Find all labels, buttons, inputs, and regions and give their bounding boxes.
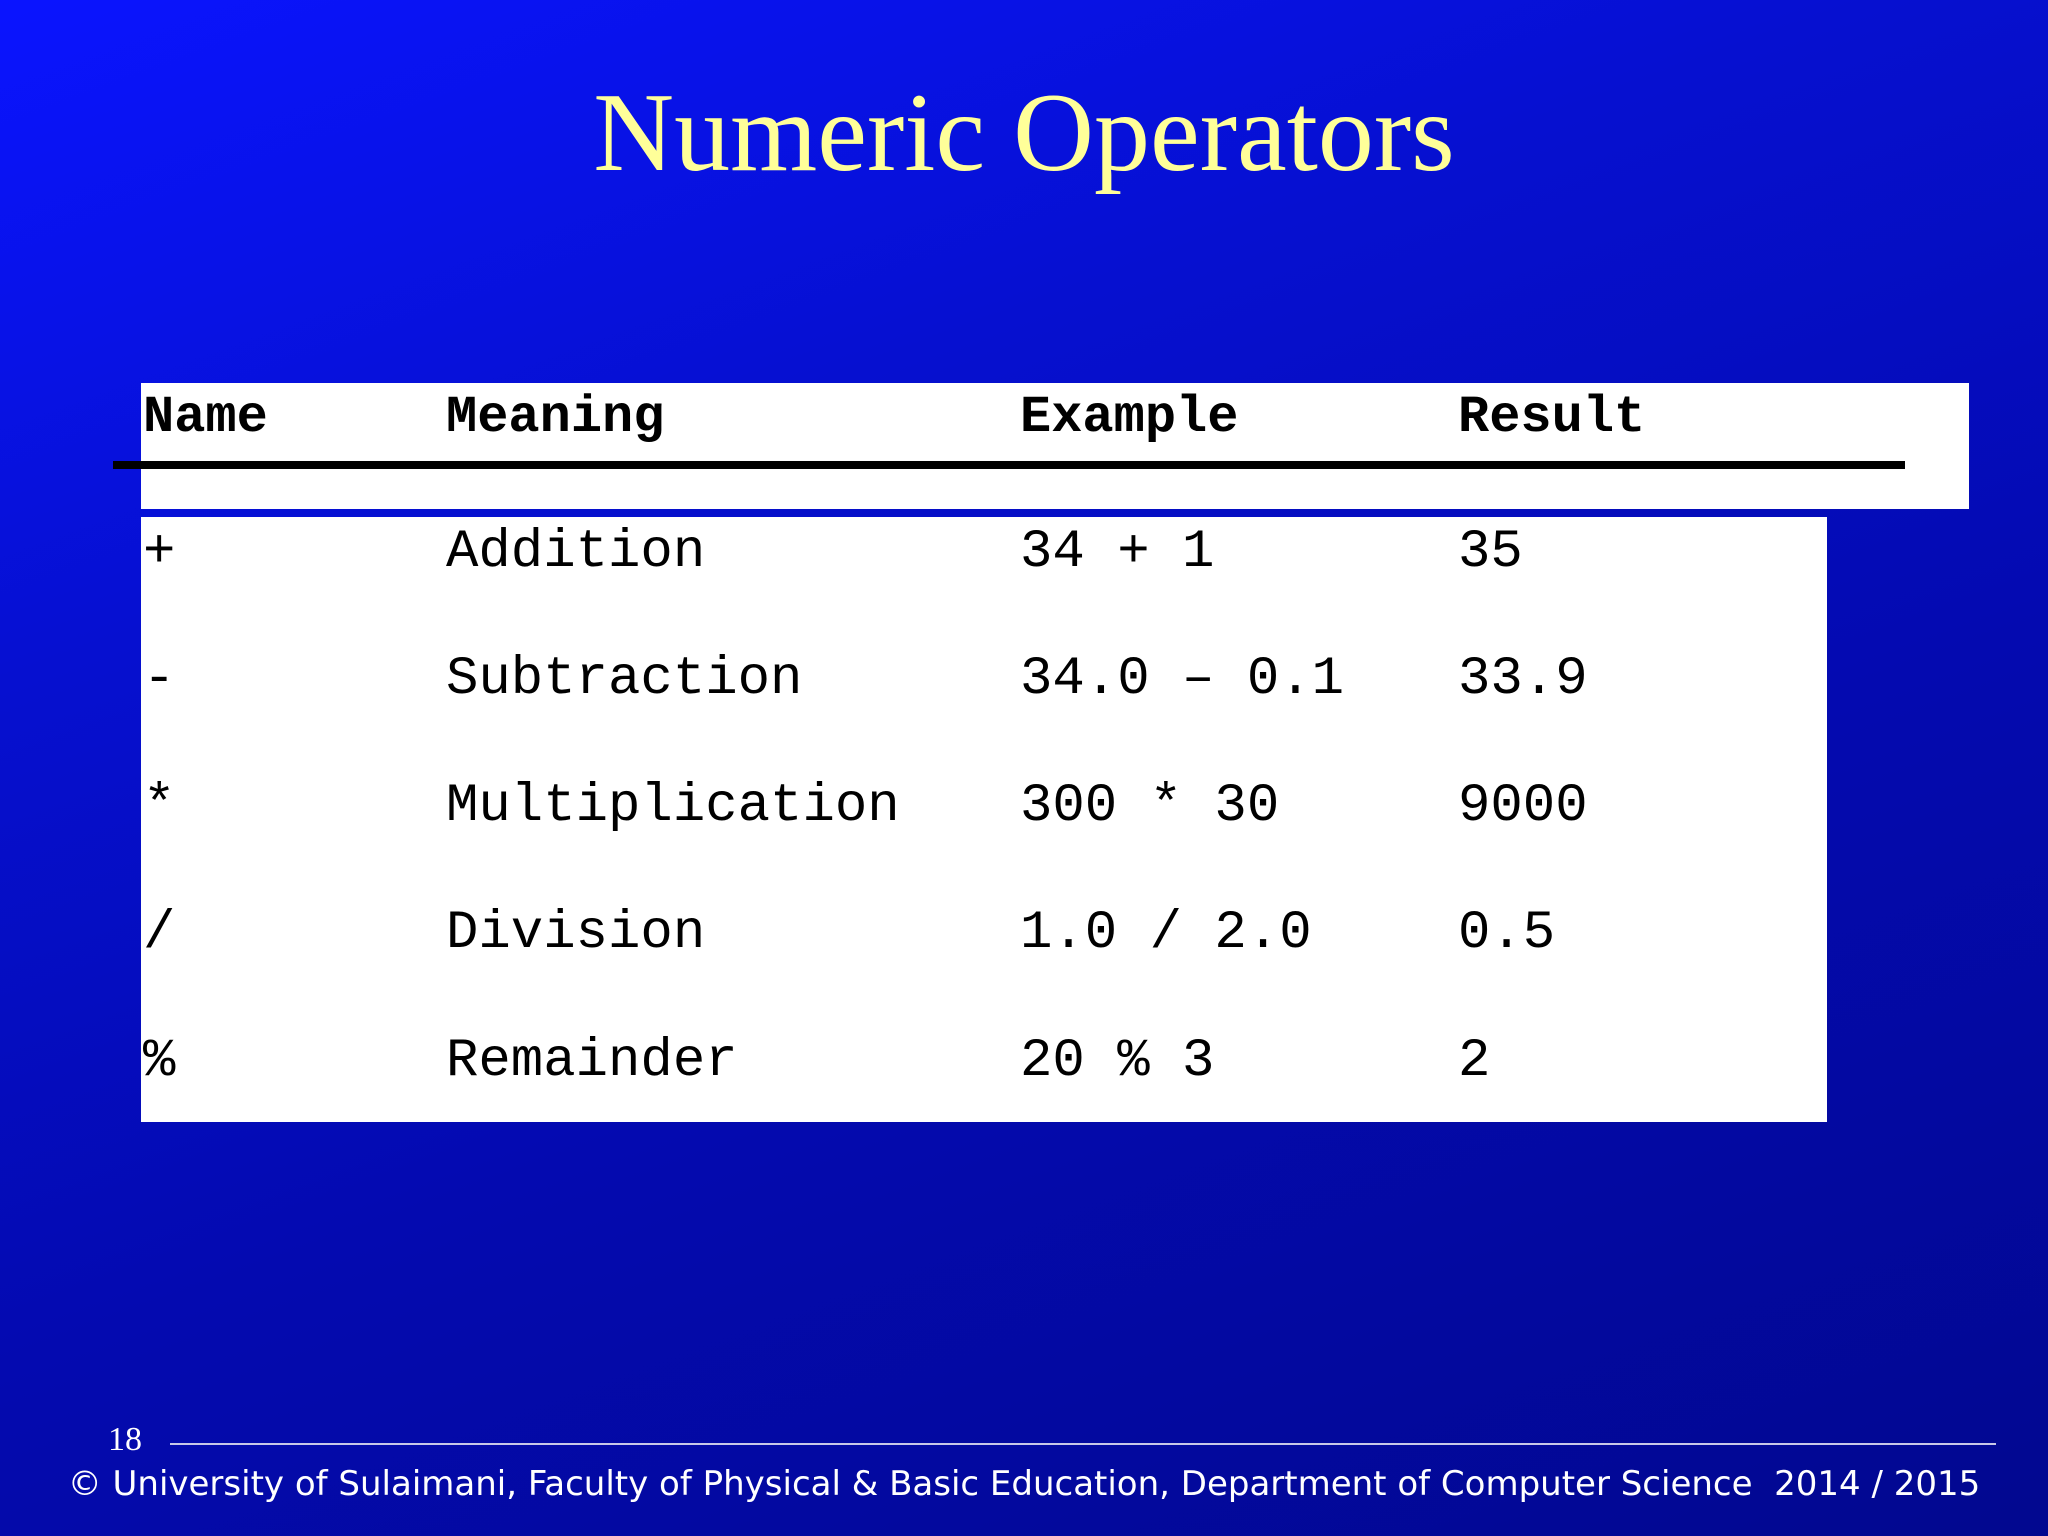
- header-name: Name: [143, 388, 268, 447]
- table-header-rule: [113, 461, 1905, 469]
- row-0-result: 35: [1458, 522, 1523, 583]
- row-4-example: 20 % 3: [1020, 1031, 1215, 1092]
- row-1-meaning: Subtraction: [446, 649, 803, 710]
- row-2-name: *: [143, 776, 176, 837]
- row-1-result: 33.9: [1458, 649, 1588, 710]
- footer-rule: [170, 1443, 1996, 1445]
- row-3-result: 0.5: [1458, 903, 1556, 964]
- slide-number: 18: [108, 1421, 142, 1458]
- row-0-name: +: [143, 522, 176, 583]
- header-meaning: Meaning: [446, 388, 665, 447]
- row-2-result: 9000: [1458, 776, 1588, 837]
- row-3-name: /: [143, 903, 176, 964]
- slide-title: Numeric Operators: [593, 71, 1455, 195]
- row-0-example: 34 + 1: [1020, 522, 1215, 583]
- row-1-example: 34.0 – 0.1: [1020, 649, 1345, 710]
- row-3-example: 1.0 / 2.0: [1020, 903, 1312, 964]
- row-4-meaning: Remainder: [446, 1031, 738, 1092]
- row-3-meaning: Division: [446, 903, 706, 964]
- row-4-result: 2: [1458, 1031, 1491, 1092]
- row-4-name: %: [143, 1031, 176, 1092]
- footer-copyright: © University of Sulaimani, Faculty of Physical & Basic Education, Department of Computer Science 2014 / 2015: [67, 1464, 1981, 1504]
- row-2-meaning: Multiplication: [446, 776, 900, 837]
- header-example: Example: [1020, 388, 1239, 447]
- row-1-name: -: [143, 649, 176, 710]
- row-2-example: 300 * 30: [1020, 776, 1280, 837]
- row-0-meaning: Addition: [446, 522, 706, 583]
- header-result: Result: [1458, 388, 1646, 447]
